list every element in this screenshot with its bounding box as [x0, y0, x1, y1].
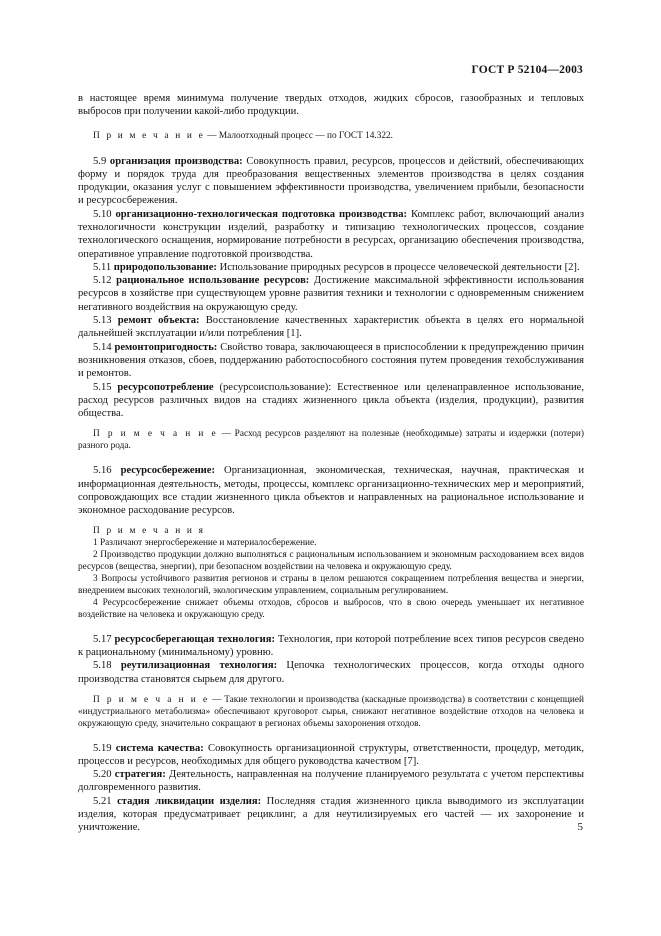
note-paragraph: [78, 429, 584, 453]
clause-term: рациональное использование ресурсов:: [116, 275, 310, 287]
clause-number: 5.16: [93, 465, 121, 477]
clause-term: стратегия:: [114, 769, 166, 781]
clause-number: 5.12: [93, 275, 117, 287]
clause-definition: Комплекс работ, включающий анализ технологичности конструкции изделий, разработку и типизацию технологических процессов, создание технологического оснащения, нормирование потребности в ресурсах, организацию обеспечения производства, оперативное управление подготовкой производства.: [78, 208, 584, 260]
note-label: П р и м е ч а н и е: [93, 130, 205, 141]
clause-definition: Технология, при которой потребление всех типов ресурсов сведено к рациональному (минимальному) уровню.: [78, 633, 585, 658]
clause-number: 5.11: [93, 261, 114, 273]
note-text: — Расход ресурсов разделяют на полезные (необходимые) затраты и издержки (потери) разного рода.: [78, 429, 584, 452]
clause-number: 5.9: [93, 155, 110, 167]
clause-5-12: [78, 274, 584, 314]
clause-term: система качества:: [115, 742, 204, 754]
page-number: 5: [577, 821, 583, 833]
clause-number: 5.18: [93, 660, 121, 672]
clause-5-16: [78, 464, 584, 517]
clause-number: 5.14: [93, 341, 115, 353]
clause-term: ремонт объекта:: [117, 315, 200, 327]
clause-5-18: [78, 659, 584, 686]
notes-block: [78, 526, 584, 621]
clause-definition: Цепочка технологических процессов, когда отходы одного производства становятся сырьем для другого.: [78, 660, 585, 685]
clause-5-11: [78, 261, 584, 274]
clause-5-13: [78, 314, 584, 341]
clause-definition: Использование природных ресурсов в процессе человеческой деятельности [2].: [216, 261, 580, 273]
note-text: — Такие технологии и производства (каскадные производства) в соответствии с концепцией «индустриального метаболизма» обеспечивают круговорот сырья, снижают негативное воздействие отходов на человека и окружающую среду, значительно сокращают в регионах объемы захоронения отходов.: [78, 694, 584, 729]
clause-term: реутилизационная технология:: [120, 660, 278, 672]
clause-5-17: [78, 633, 584, 660]
clause-term: ресурсосберегающая технология:: [114, 633, 275, 645]
clause-term: стадия ликвидации изделия:: [117, 795, 262, 807]
clause-number: 5.17: [93, 633, 115, 645]
clause-definition: Достижение максимальной эффективности использования ресурсов в хозяйстве при существующем уровне развития техники и технологии с одновременным снижением негативного воздействия на окружающую среду.: [78, 275, 585, 313]
clause-number: 5.10: [93, 208, 116, 220]
clause-5-15: [78, 381, 584, 421]
notes-item: 4 Ресурсосбережение снижает объемы отходов, сбросов и выбросов, что в свою очередь уменьшает их негативное воздействие на человека и окружающую среду.: [78, 597, 584, 620]
notes-item: 1 Различают энергосбережение и материалосбережение.: [93, 538, 317, 549]
note-label: П р и м е ч а н и е: [93, 429, 218, 440]
clause-5-19: [78, 742, 584, 769]
clause-term: ресурсосбережение:: [120, 465, 216, 477]
clause-definition: (ресурсоиспользование): Естественное или целенаправленное использование, расход ресурсов различных видов на стадиях жизненного цикла объекта (изделия, продукции), развития общества.: [78, 381, 585, 420]
clause-5-9: [78, 155, 584, 208]
clause-number: 5.19: [93, 742, 116, 754]
note-block: [78, 131, 584, 143]
intro-paragraph: в настоящее время минимума получение твердых отходов, жидких сбросов, газообразных и тепловых выбросов при получении какой-либо продукции.: [78, 93, 584, 118]
page-content: [78, 92, 584, 835]
clause-number: 5.21: [93, 795, 118, 807]
notes-heading: П р и м е ч а н и я: [93, 526, 206, 537]
clause-definition: Свойство товара, заключающееся в приспособлении к предупреждению причин возникновения отказов, сбоев, поддержанию работоспособного состояния путем проведения техобслуживания и ремонтов.: [78, 341, 584, 380]
clause-term: организационно-технологическая подготовка производства:: [115, 208, 408, 220]
clause-5-10: [78, 208, 584, 261]
document-header: ГОСТ Р 52104—2003: [471, 64, 583, 76]
clause-number: 5.20: [93, 769, 115, 781]
clause-term: природопользование:: [113, 261, 217, 273]
clause-5-21: [78, 795, 584, 835]
clause-definition: Совокупность правил, ресурсов, процессов и действий, обеспечивающих форму и порядок труда для преобразования вещественных элементов производства в целях создания продукции, оказания услуг с повышением эффективности производства, увеличением прибыли, безопасности и ресурсосбережения.: [78, 155, 584, 207]
clause-number: 5.13: [93, 315, 118, 327]
note-paragraph: [78, 695, 584, 731]
note-text: — Малоотходный процесс — по ГОСТ 14.322.: [204, 130, 393, 141]
clause-term: организация производства:: [109, 155, 243, 167]
note-paragraph: [78, 131, 584, 143]
clause-5-14: [78, 341, 584, 381]
note-block: [78, 429, 584, 453]
clause-definition: Последняя стадия жизненного цикла выводимого из эксплуатации изделия, которая предусматривает рециклинг, а для неутилизируемых его частей — их захоронение и уничтожение.: [78, 795, 584, 834]
clause-definition: Восстановление качественных характеристик объекта в целях его нормальной дальнейшей эксплуатации и/или потребления [1].: [78, 315, 584, 340]
clause-number: 5.15: [93, 381, 118, 393]
clause-definition: Деятельность, направленная на получение планируемого результата с учетом перспективы долговременного развития.: [78, 769, 585, 794]
notes-item: 3 Вопросы устойчивого развития регионов и страны в целом решаются сокращением потребления вещества и энергии, внедрением высоких технологий, экологическим управлением, социальным регулированием.: [78, 574, 584, 596]
note-block: [78, 695, 584, 731]
clause-term: ремонтопригодность:: [114, 341, 218, 353]
note-label: П р и м е ч а н и е: [93, 694, 210, 705]
clause-term: ресурсопотребление: [117, 381, 214, 393]
notes-item: 2 Производство продукции должно выполняться с рациональным использованием и экономным расходованием всех видов ресурсов (вещества, энергии), при безопасном воздействии на человека и окружающую среду.: [78, 550, 584, 573]
clause-definition: Совокупность организационной структуры, ответственности, процедур, методик, процессов и ресурсов, необходимых для общего руководства качеством [7].: [78, 742, 584, 767]
clause-definition: Организационная, экономическая, техническая, научная, практическая и информационная деятельность, методы, процессы, комплекс организационно-технических мер и мероприятий, сопровождающих все стадии жизненного цикла объектов и направленных на рациональное использование и экономное расходование ресурсов.: [78, 465, 585, 517]
clause-5-20: [78, 768, 584, 795]
